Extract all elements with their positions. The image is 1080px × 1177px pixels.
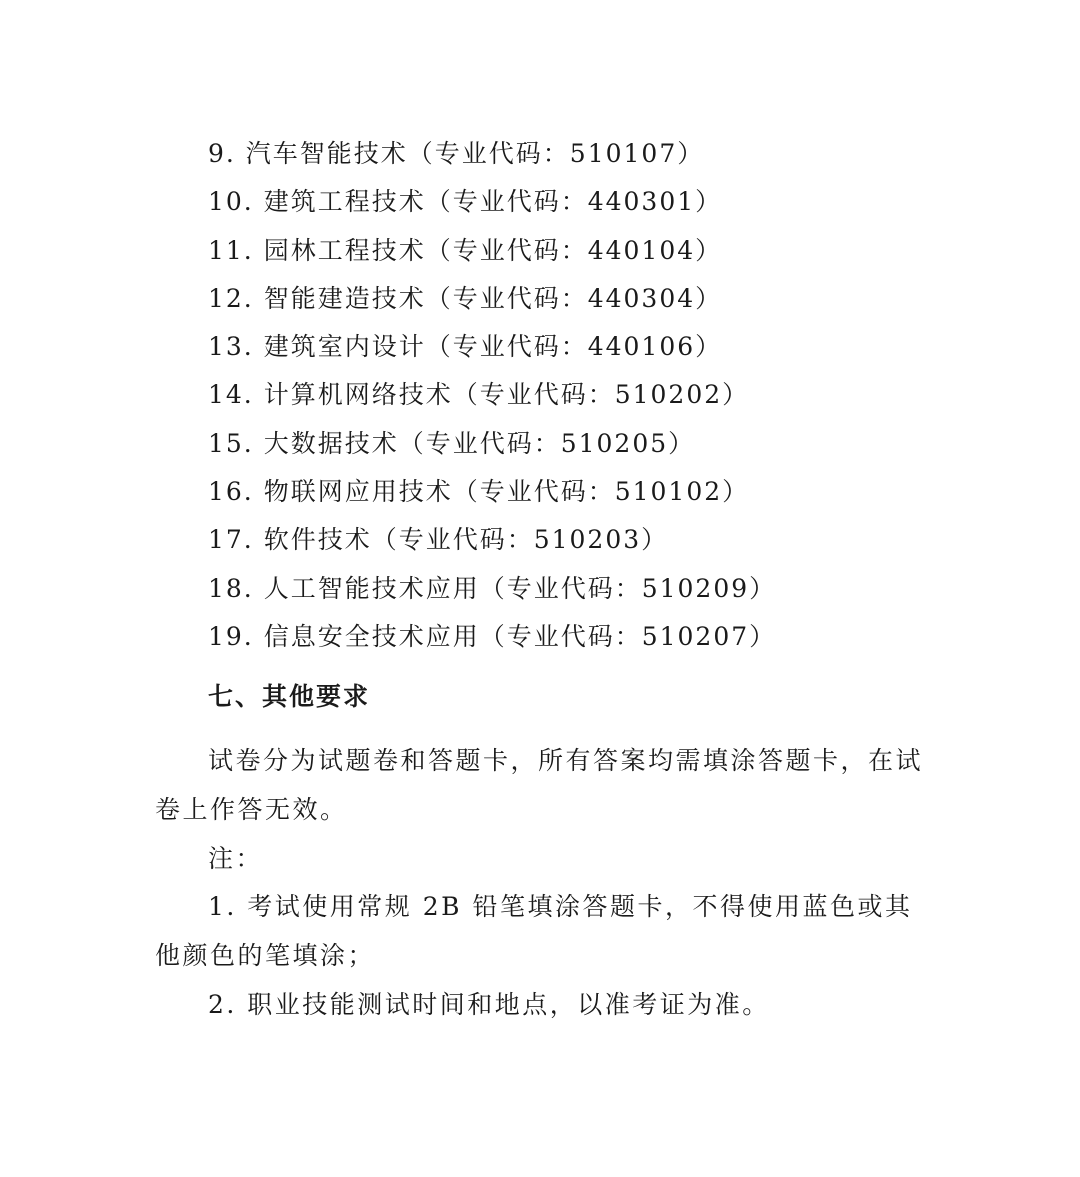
- major-item: 16. 物联网应用技术（专业代码：510102）: [208, 477, 750, 507]
- major-item: 15. 大数据技术（专业代码：510205）: [208, 428, 696, 458]
- major-list: [208, 130, 776, 661]
- major-item: 12. 智能建造技术（专业代码：440304）: [208, 283, 723, 313]
- major-item: 18. 人工智能技术应用（专业代码：510209）: [208, 573, 777, 603]
- major-item: 19. 信息安全技术应用（专业代码：510207）: [208, 621, 777, 651]
- major-item: 10. 建筑工程技术（专业代码：440301）: [208, 187, 723, 217]
- note-item: 2. 职业技能测试时间和地点，以准考证为准。: [208, 990, 770, 1019]
- major-item: 13. 建筑室内设计（专业代码：440106）: [208, 332, 723, 362]
- major-item: 9. 汽车智能技术（专业代码：510107）: [208, 139, 705, 168]
- major-item: 11. 园林工程技术（专业代码：440104）: [208, 235, 723, 265]
- major-item: 17. 软件技术（专业代码：510203）: [208, 525, 669, 555]
- exam-paper-paragraph: 试卷分为试题卷和答题卡，所有答案均需填涂答题卡，在试卷上作答无效。: [155, 746, 924, 824]
- note-label: 注：: [208, 844, 264, 873]
- major-item: 14. 计算机网络技术（专业代码：510202）: [208, 380, 750, 410]
- note-item: 1. 考试使用常规 2B 铅笔填涂答题卡，不得使用蓝色或其他颜色的笔填涂；: [155, 892, 913, 970]
- section-heading: 七、其他要求: [208, 682, 371, 711]
